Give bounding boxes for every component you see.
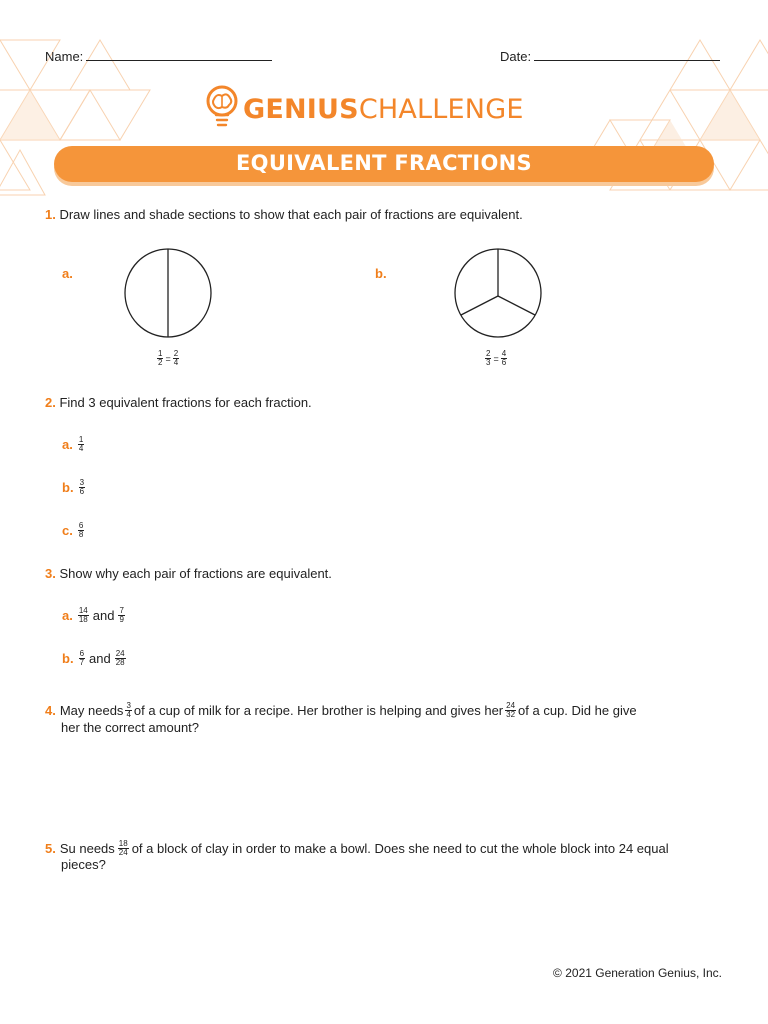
q2-item-b: [62, 479, 86, 496]
circle-thirds-diagram[interactable]: [452, 247, 544, 339]
equals-sign: =: [165, 353, 171, 364]
part-label: a.: [62, 436, 73, 452]
question-line-1: [45, 702, 725, 719]
q1-part-b-label: [375, 266, 391, 282]
fraction: $\frac{2}{3}$: [486, 349, 491, 367]
title-banner: [54, 146, 714, 182]
question-number: 4.: [45, 702, 56, 718]
name-line[interactable]: [86, 48, 272, 61]
q1-a-equation: [156, 350, 180, 367]
logo-challenge: CHALLENGE: [358, 93, 524, 125]
fraction: $\frac{6}{8}$: [78, 521, 84, 539]
question-text: Find 3 equivalent fractions for each fraction.: [59, 395, 312, 410]
part-label: b.: [375, 266, 387, 281]
fraction: $\frac{18}{24}$: [118, 839, 128, 857]
question-text: of a cup. Did he give: [518, 702, 637, 718]
date-field[interactable]: [500, 48, 720, 64]
lightbulb-brain-icon: [205, 84, 239, 134]
worksheet-title: EQUIVALENT FRACTIONS: [236, 151, 532, 175]
date-label: Date:: [500, 49, 532, 64]
q3-item-b: [62, 650, 127, 667]
question-text: of a block of clay in order to make a bowl. Does she need to cut the whole block into 24 equal: [131, 840, 669, 856]
question-line-1: [45, 840, 735, 857]
q1-part-a-label: [62, 266, 77, 282]
q2-item-a: [62, 436, 85, 453]
question-2: [45, 395, 312, 411]
question-number: 5.: [45, 840, 56, 856]
date-line[interactable]: [534, 48, 720, 61]
question-3: [45, 566, 332, 582]
question-text: Show why each pair of fractions are equivalent.: [59, 566, 332, 581]
q1-b-equation: [484, 350, 508, 367]
part-label: b.: [62, 479, 74, 495]
name-field[interactable]: [45, 48, 272, 64]
fraction: $\frac{1}{2}$: [158, 349, 163, 367]
question-4: [45, 702, 725, 736]
fraction: $\frac{6}{7}$: [79, 649, 85, 667]
q3-item-a: [62, 607, 126, 624]
part-label: a.: [62, 266, 73, 281]
question-5: [45, 840, 735, 873]
and-word: and: [89, 650, 111, 666]
part-label: b.: [62, 650, 74, 666]
name-label: Name:: [45, 49, 84, 64]
fraction: $\frac{24}{28}$: [115, 649, 125, 667]
question-number: 2.: [45, 395, 56, 410]
question-text: Su needs: [59, 840, 115, 856]
fraction: $\frac{4}{6}$: [501, 349, 507, 367]
fraction: $\frac{14}{18}$: [78, 606, 88, 624]
fraction: $\frac{3}{6}$: [79, 478, 85, 496]
logo-wordmark: [243, 94, 524, 125]
part-label: a.: [62, 607, 73, 623]
copyright-footer: © 2021 Generation Genius, Inc.: [553, 966, 722, 980]
question-number: 1.: [45, 207, 56, 222]
and-word: and: [92, 607, 115, 623]
question-1: [45, 207, 523, 223]
circle-halves-diagram[interactable]: [122, 247, 214, 339]
part-label: c.: [62, 522, 73, 538]
fraction: $\frac{24}{32}$: [506, 701, 516, 719]
logo-genius: GENIUS: [243, 93, 359, 125]
question-text: of a cup of milk for a recipe. Her brother is helping and gives her: [133, 702, 504, 718]
fraction: $\frac{1}{4}$: [78, 435, 84, 453]
question-number: 3.: [45, 566, 56, 581]
equals-sign: =: [493, 353, 499, 364]
question-line-2: pieces?: [61, 857, 106, 872]
fraction: $\frac{2}{4}$: [173, 349, 179, 367]
question-line-2: her the correct amount?: [61, 720, 200, 735]
question-text: Draw lines and shade sections to show that each pair of fractions are equivalent.: [59, 207, 523, 222]
fraction: $\frac{3}{4}$: [126, 701, 131, 719]
q2-item-c: [62, 522, 85, 539]
fraction: $\frac{7}{9}$: [119, 606, 124, 624]
brand-logo: [205, 84, 524, 134]
question-text: May needs: [59, 702, 124, 718]
